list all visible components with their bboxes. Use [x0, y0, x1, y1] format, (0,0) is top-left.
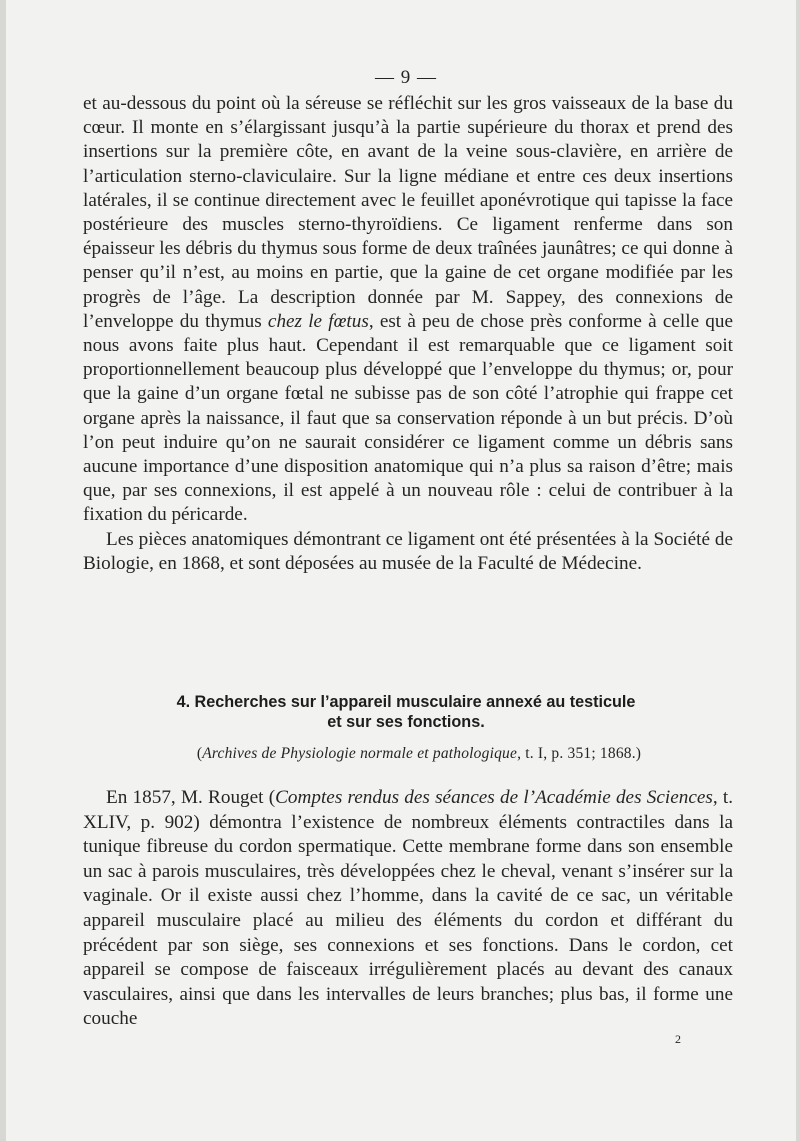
paragraph-text-continuation: , est à peu de chose près conforme à celle que nous avons faite plus haut. Cependant il est remarquable que ce ligament soit proportionnellement beaucoup plus développé que l’enveloppe du thymus; or, pour que la gaine d’un organe fœtal ne subisse pas de son côté l’atrophie qui frappe cet organe après la naissance, il faut que sa conservation réponde à un but précis. D’où l’on peut induire qu’on ne saurait considérer ce ligament comme un débris sans aucune importance d’une disposition anatomique qui n’a plus sa raison d’être; mais que, par ses connexions, il est appelé à un nouveau rôle : celui de contribuer à la fixation du péricarde.	[83, 310, 734, 526]
page-number: — 9 —	[375, 67, 437, 88]
page-footer-mark: 2	[675, 1032, 681, 1046]
section-citation	[114, 744, 724, 764]
body-text-block	[83, 92, 733, 576]
section-italic-title: Comptes rendus des séances de l’Académie des Sciences	[275, 787, 713, 808]
section-heading-line-1: 4. Recherches sur l’appareil musculaire annexé au testicule	[176, 693, 636, 711]
italic-phrase: chez le fœtus	[267, 310, 369, 332]
section-text-block	[83, 786, 733, 1032]
citation-journal: Archives de Physiologie normale et pathologique	[202, 745, 518, 762]
paragraph-text: et au-dessous du point où la séreuse se réfléchit sur les gros vaisseaux de la base du cœur. Il monte en s’élargissant jusqu’à la partie supérieure du thorax et prend des insertions sur la première côte, en avant de la veine sous-clavière, en arrière de l’articulation sterno-claviculaire. Sur la ligne médiane et entre ces deux insertions latérales, il se continue directement avec le feuillet aponévrotique qui tapisse la face postérieure des muscles sterno-thyroïdiens. Ce ligament renferme dans son épaisseur les débris du thymus sous forme de deux traînées jaunâtres; ce qui donne à penser qu’il n’est, au moins en partie, que la gaine de cet organe modifiée par les progrès de l’âge. La description donnée par M. Sappey, des connexions de l’enveloppe du thymus	[83, 93, 733, 332]
body-paragraph-specimens: Les pièces anatomiques démontrant ce ligament ont été présentées à la Société de Biologie, en 1868, et sont déposées au musée de la Faculté de Médecine.	[83, 528, 733, 574]
section-paragraph-rouget	[83, 786, 733, 1032]
section-intro-text: En 1857, M. Rouget (	[106, 787, 276, 808]
section-heading-line-2: et sur ses fonctions.	[327, 713, 485, 731]
section-heading	[96, 692, 716, 732]
body-paragraph-ligament	[83, 92, 733, 528]
citation-details: , t. I, p. 351; 1868.)	[517, 745, 642, 762]
citation-open-parenthesis: (	[196, 745, 203, 762]
section-reference-text: , t. XLIV, p. 902) démontra l’existence de nombreux éléments contractiles dans la tunique fibreuse du cordon spermatique. Cette membrane forme dans son ensemble un sac à parois musculaires, très développées chez le cheval, venant s’insérer sur la vaginale. Or il existe aussi chez l’homme, dans la cavité de ce sac, un véritable appareil musculaire placé au milieu des éléments du cordon et différant du précédent par son siège, ses connexions et ses fonctions. Dans le cordon, cet appareil se compose de faisceaux irrégulièrement placés au devant des canaux vasculaires, ainsi que dans les intervalles de leurs branches; plus bas, il forme une couche	[83, 787, 733, 1030]
